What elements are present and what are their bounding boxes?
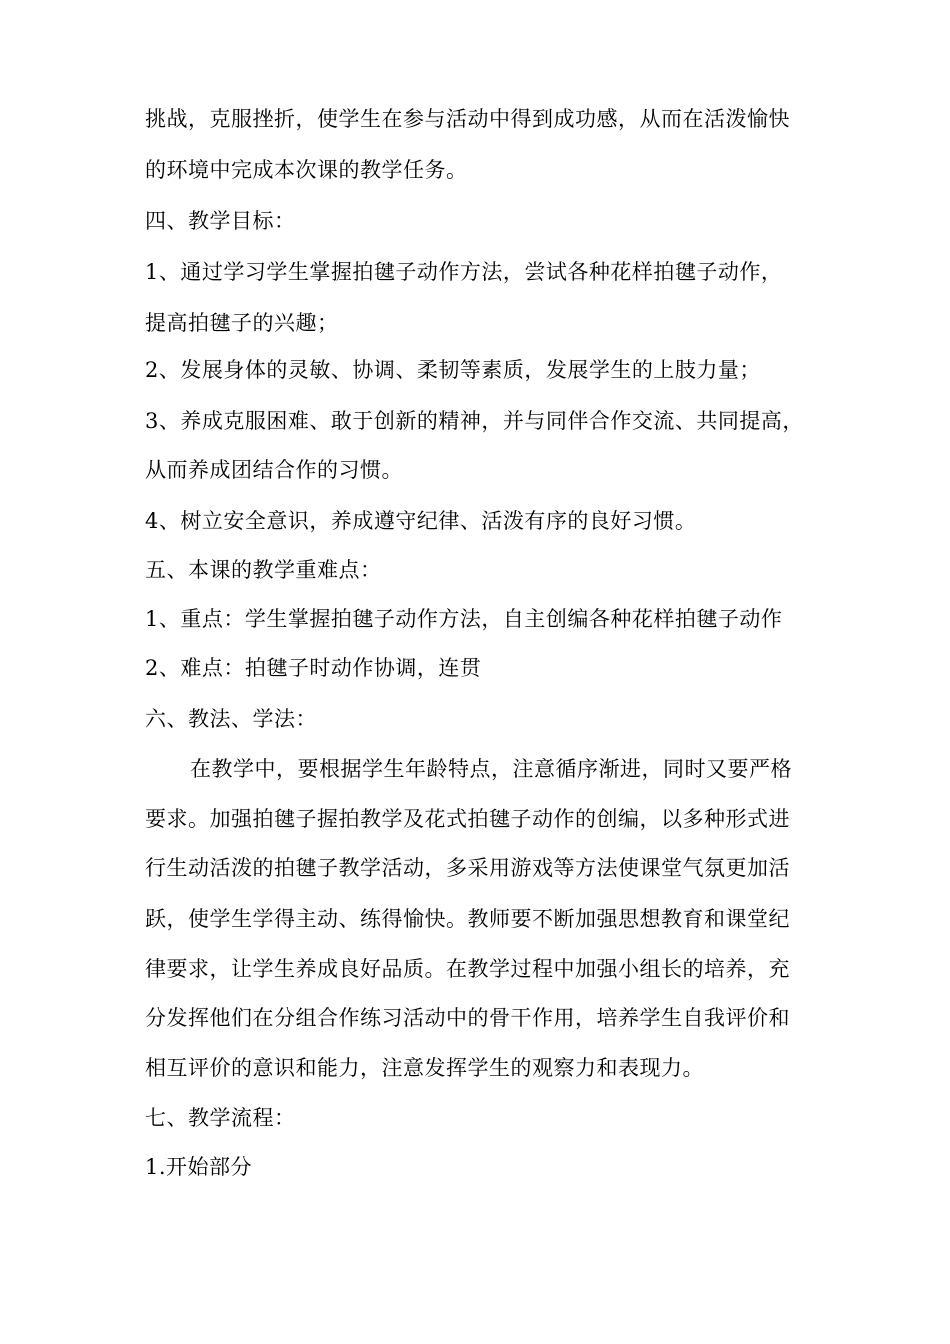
subsection-heading-start: 1.开始部分	[145, 1155, 253, 1179]
text-line: 跃，使学生学得主动、练得愉快。教师要不断加强思想教育和课堂纪	[145, 907, 790, 931]
section-heading-process: 七、教学流程：	[145, 1106, 296, 1130]
text-line: 4、树立安全意识，养成遵守纪律、活泼有序的良好习惯。	[145, 509, 697, 533]
text-line: 律要求，让学生养成良好品质。在教学过程中加强小组长的培养，充	[145, 957, 790, 981]
text-line: 2、难点：拍毽子时动作协调，连贯	[145, 656, 482, 680]
text-line: 的环境中完成本次课的教学任务。	[145, 158, 468, 182]
section-heading-objectives: 四、教学目标：	[145, 209, 296, 233]
text-line: 挑战，克服挫折，使学生在参与活动中得到成功感，从而在活泼愉快	[145, 107, 790, 131]
text-line: 1、重点：学生掌握拍毽子动作方法，自主创编各种花样拍毽子动作	[145, 607, 783, 631]
section-heading-methods: 六、教法、学法：	[145, 707, 317, 731]
section-heading-key-points: 五、本课的教学重难点：	[145, 558, 382, 582]
text-line: 要求。加强拍毽子握拍教学及花式拍毽子动作的创编，以多种形式进	[145, 807, 790, 831]
text-line: 提高拍毽子的兴趣；	[145, 311, 339, 335]
text-line: 2、发展身体的灵敏、协调、柔韧等素质，发展学生的上肢力量；	[145, 358, 761, 382]
text-line: 行生动活泼的拍毽子教学活动，多采用游戏等方法使课堂气氛更加活	[145, 856, 790, 880]
text-line: 1、通过学习学生掌握拍毽子动作方法，尝试各种花样拍毽子动作，	[145, 260, 783, 284]
text-line: 分发挥他们在分组合作练习活动中的骨干作用，培养学生自我评价和	[145, 1006, 790, 1030]
text-line: 相互评价的意识和能力，注意发挥学生的观察力和表现力。	[145, 1056, 704, 1080]
text-line: 从而养成团结合作的习惯。	[145, 458, 403, 482]
text-line: 在教学中，要根据学生年龄特点，注意循序渐进，同时又要严格	[190, 757, 792, 781]
text-line: 3、养成克服困难、敢于创新的精神，并与同伴合作交流、共同提高，	[145, 409, 804, 433]
